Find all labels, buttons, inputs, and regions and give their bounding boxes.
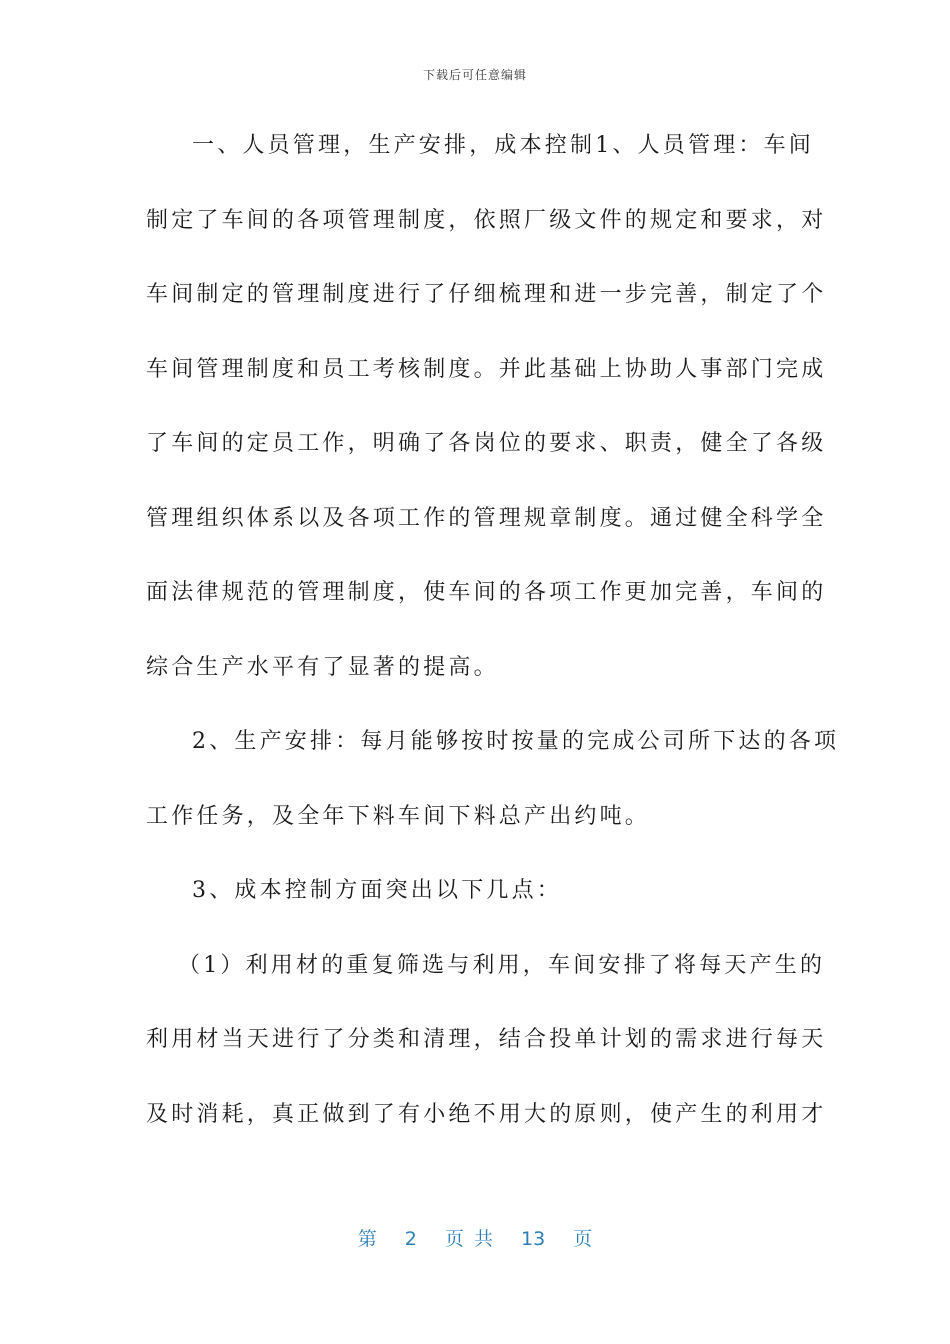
- paragraph-line: 制定了车间的各项管理制度，依照厂级文件的规定和要求，对: [146, 207, 827, 233]
- footer-suffix: 页: [573, 1228, 593, 1250]
- document-body: [146, 118, 840, 1161]
- current-page-number: 2: [404, 1228, 417, 1250]
- page-footer: [0, 1224, 950, 1251]
- total-page-count: 13: [521, 1228, 546, 1250]
- paragraph-line: 综合生产水平有了显著的提高。: [146, 654, 499, 680]
- page-header: 下载后可任意编辑: [422, 68, 527, 82]
- footer-prefix: 第: [357, 1228, 377, 1250]
- paragraph-line: 工作任务，及全年下料车间下料总产出约吨。: [146, 803, 651, 829]
- paragraph-line: 车间管理制度和员工考核制度。并此基础上协助人事部门完成: [146, 356, 827, 382]
- paragraph-line: 面法律规范的管理制度，使车间的各项工作更加完善，车间的: [146, 580, 827, 605]
- paragraph-line: （1）利用材的重复筛选与利用，车间安排了将每天产生的: [178, 952, 826, 978]
- paragraph-line: 了车间的定员工作，明确了各岗位的要求、职责，健全了各级: [146, 431, 827, 456]
- paragraph-line: 一、人员管理，生产安排，成本控制1、人员管理：车间: [192, 133, 814, 158]
- footer-middle: 页 共: [444, 1228, 493, 1250]
- paragraph-line: 车间制定的管理制度进行了仔细梳理和进一步完善，制定了个: [146, 282, 827, 307]
- paragraph-line: 利用材当天进行了分类和清理，结合投单计划的需求进行每天: [146, 1027, 827, 1052]
- paragraph-line: 管理组织体系以及各项工作的管理规章制度。通过健全科学全: [146, 505, 827, 531]
- paragraph-line: 2、生产安排：每月能够按时按量的完成公司所下达的各项: [192, 729, 840, 754]
- paragraph-line: 3、成本控制方面突出以下几点：: [192, 878, 562, 903]
- paragraph-line: 及时消耗，真正做到了有小绝不用大的原则，使产生的利用才: [146, 1101, 827, 1127]
